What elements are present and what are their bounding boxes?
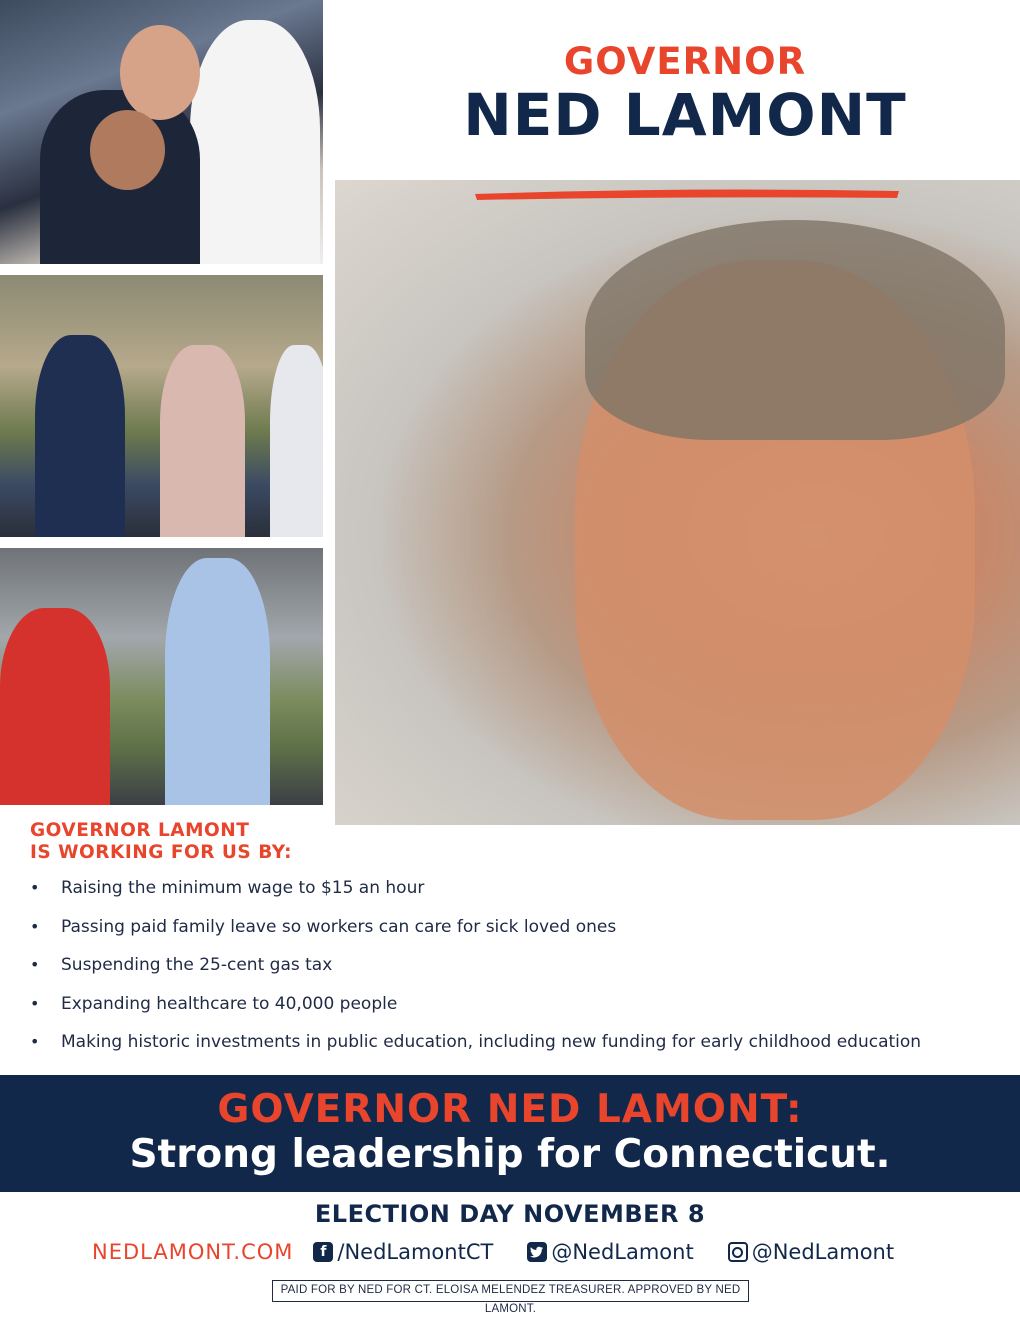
website-link[interactable]: NEDLAMONT.COM: [92, 1240, 294, 1264]
photo-portrait: [335, 180, 1020, 825]
photo-figure: [90, 110, 165, 190]
photo-figure: [120, 25, 200, 120]
list-item: • Raising the minimum wage to $15 an hour: [30, 878, 1000, 917]
list-item: • Passing paid family leave so workers can care for sick loved ones: [30, 917, 1000, 956]
paid-for-disclaimer: PAID FOR BY NED FOR CT. ELOISA MELENDEZ TREASURER. APPROVED BY NED LAMONT.: [272, 1280, 749, 1302]
working-title-line1: GOVERNOR LAMONT: [30, 820, 250, 841]
headline-name: NED LAMONT: [463, 81, 907, 149]
working-heading: [30, 820, 292, 864]
contact-bar: [92, 1236, 894, 1268]
photo-family-conversation: [0, 275, 323, 537]
photo-hair: [585, 220, 1005, 440]
twitter-icon: [527, 1242, 547, 1262]
headline: [455, 40, 915, 149]
photo-figure: [165, 558, 270, 805]
photo-figure: [0, 608, 110, 805]
photo-figure: [160, 345, 245, 537]
photo-neighborhood-walk: [0, 548, 323, 805]
facebook-handle[interactable]: [313, 1240, 493, 1264]
photo-figure: [35, 335, 125, 537]
twitter-handle[interactable]: [527, 1240, 693, 1264]
accomplishments-list: [30, 878, 1000, 1071]
headline-governor: GOVERNOR: [563, 40, 807, 83]
instagram-handle[interactable]: [728, 1240, 894, 1264]
facebook-icon: f: [313, 1242, 333, 1262]
list-item: • Suspending the 25-cent gas tax: [30, 955, 1000, 994]
twitter-text: @NedLamont: [551, 1240, 694, 1264]
instagram-text: @NedLamont: [751, 1240, 895, 1264]
slogan-banner: [0, 1075, 1020, 1192]
facebook-text: /NedLamontCT: [337, 1240, 494, 1264]
photo-figure: [270, 345, 323, 537]
photo-figure: [190, 20, 320, 264]
instagram-icon: [728, 1242, 748, 1262]
election-day: ELECTION DAY NOVEMBER 8: [314, 1200, 706, 1228]
banner-line2: Strong leadership for Connecticut.: [129, 1132, 891, 1177]
working-title-line2: IS WORKING FOR US BY:: [30, 842, 292, 863]
photo-baseball-crowd: [0, 0, 323, 264]
underline-swoosh: [473, 186, 901, 202]
list-item: • Making historic investments in public education, including new funding for early childhood education: [30, 1032, 1000, 1071]
banner-line1: GOVERNOR NED LAMONT:: [217, 1087, 803, 1132]
list-item: • Expanding healthcare to 40,000 people: [30, 994, 1000, 1033]
